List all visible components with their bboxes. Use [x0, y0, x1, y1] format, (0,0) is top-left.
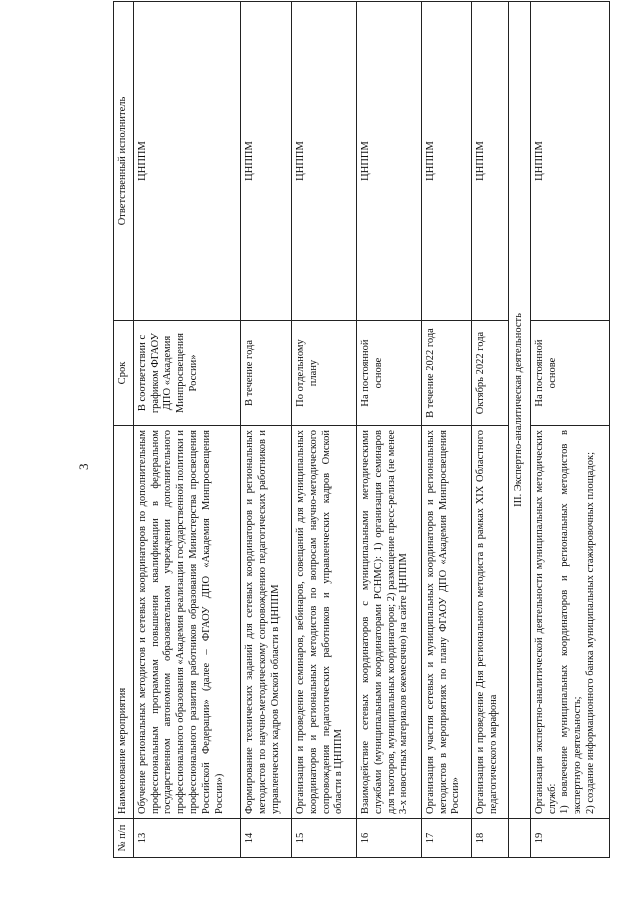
row-num: 16 — [356, 819, 421, 858]
plan-table — [113, 1, 610, 858]
row-name — [530, 426, 609, 819]
row-name-item-1: 1) вовлечение муниципальных координаторов и региональных методистов в экспертную деятельность; — [559, 430, 584, 814]
table-row — [356, 2, 421, 858]
row-num: 17 — [421, 819, 472, 858]
row-num: 18 — [472, 819, 508, 858]
row-term: По отдельному плану — [292, 321, 357, 426]
row-term: В течение года — [241, 321, 292, 426]
row-term: На постоянной основе — [530, 321, 609, 426]
row-responsible: ЦНППМ — [472, 2, 508, 321]
header-responsible: Ответственный исполнитель — [114, 2, 134, 321]
page-number: 3 — [76, 463, 91, 470]
table-row — [530, 2, 609, 858]
row-responsible: ЦНППМ — [241, 2, 292, 321]
plan-table-sheet — [113, 38, 610, 858]
table-row — [421, 2, 472, 858]
row-name: Обучение региональных методистов и сетевых координаторов по дополнительным профессиональным программам повышения квалификации в федеральном государственном автономном образовательном учреждении дополнительного профессионального образования «Академия реализации государственной политики и профессионального развития работников образования Министерства просвещения Российской Федерации» (далее – ФГАОУ ДПО «Академия Минпросвещения России») — [133, 426, 241, 819]
row-name-intro: Организация экспертно-аналитической деятельности муниципальных методических служб: — [533, 430, 558, 814]
header-name: Наименование мероприятия — [114, 426, 134, 819]
row-term: В соответствии с графиком ФГАОУ ДПО «Академия Минпросвещения России» — [133, 321, 241, 426]
row-term: На постоянной основе — [356, 321, 421, 426]
table-row — [133, 2, 241, 858]
row-name: Формирование технических заданий для сетевых координаторов и региональных методистов по научно-методическому сопровождению педагогических работников и управленческих кадров Омской области в ЦНППМ — [241, 426, 292, 819]
row-responsible: ЦНППМ — [530, 2, 609, 321]
header-term: Срок — [114, 321, 134, 426]
table-row — [292, 2, 357, 858]
table-row — [241, 2, 292, 858]
row-num: 15 — [292, 819, 357, 858]
section-num-cell — [508, 819, 530, 858]
row-num: 13 — [133, 819, 241, 858]
row-num: 14 — [241, 819, 292, 858]
row-term: Октябрь 2022 года — [472, 321, 508, 426]
row-responsible: ЦНППМ — [292, 2, 357, 321]
row-name-item-2: 2) создание информационного банка муниципальных стажировочных площадок; — [584, 451, 596, 814]
row-name: Взаимодействие сетевых координаторов с муниципальными методическими службами (муниципальными координаторами РСНМС): 1) организация семинаров для тьюторов, муниципальных координаторов; 2) размещение пресс-релиза (не менее 3-х новостных материалов ежемесячно) на сайте ЦНППМ — [356, 426, 421, 819]
table-header-row — [114, 2, 134, 858]
row-responsible: ЦНППМ — [133, 2, 241, 321]
row-name: Организация и проведение Дня регионального методиста в рамках XIX Областного педагогического марафона — [472, 426, 508, 819]
row-name: Организация и проведение семинаров, вебинаров, совещаний для муниципальных координаторов и региональных методистов по вопросам научно-методического сопровождения педагогических работников и управленческих кадров Омской области в ЦНППМ — [292, 426, 357, 819]
row-responsible: ЦНППМ — [356, 2, 421, 321]
header-num: № п/п — [114, 819, 134, 858]
row-term: В течение 2022 года — [421, 321, 472, 426]
row-responsible: ЦНППМ — [421, 2, 472, 321]
section-title: III. Экспертно-аналитическая деятельность — [508, 2, 530, 819]
section-row — [508, 2, 530, 858]
row-name: Организация участия сетевых и муниципальных координаторов и региональных методистов в мероприятиях по плану ФГАОУ ДПО «Академия Минпросвещения России» — [421, 426, 472, 819]
table-row — [472, 2, 508, 858]
row-num: 19 — [530, 819, 609, 858]
